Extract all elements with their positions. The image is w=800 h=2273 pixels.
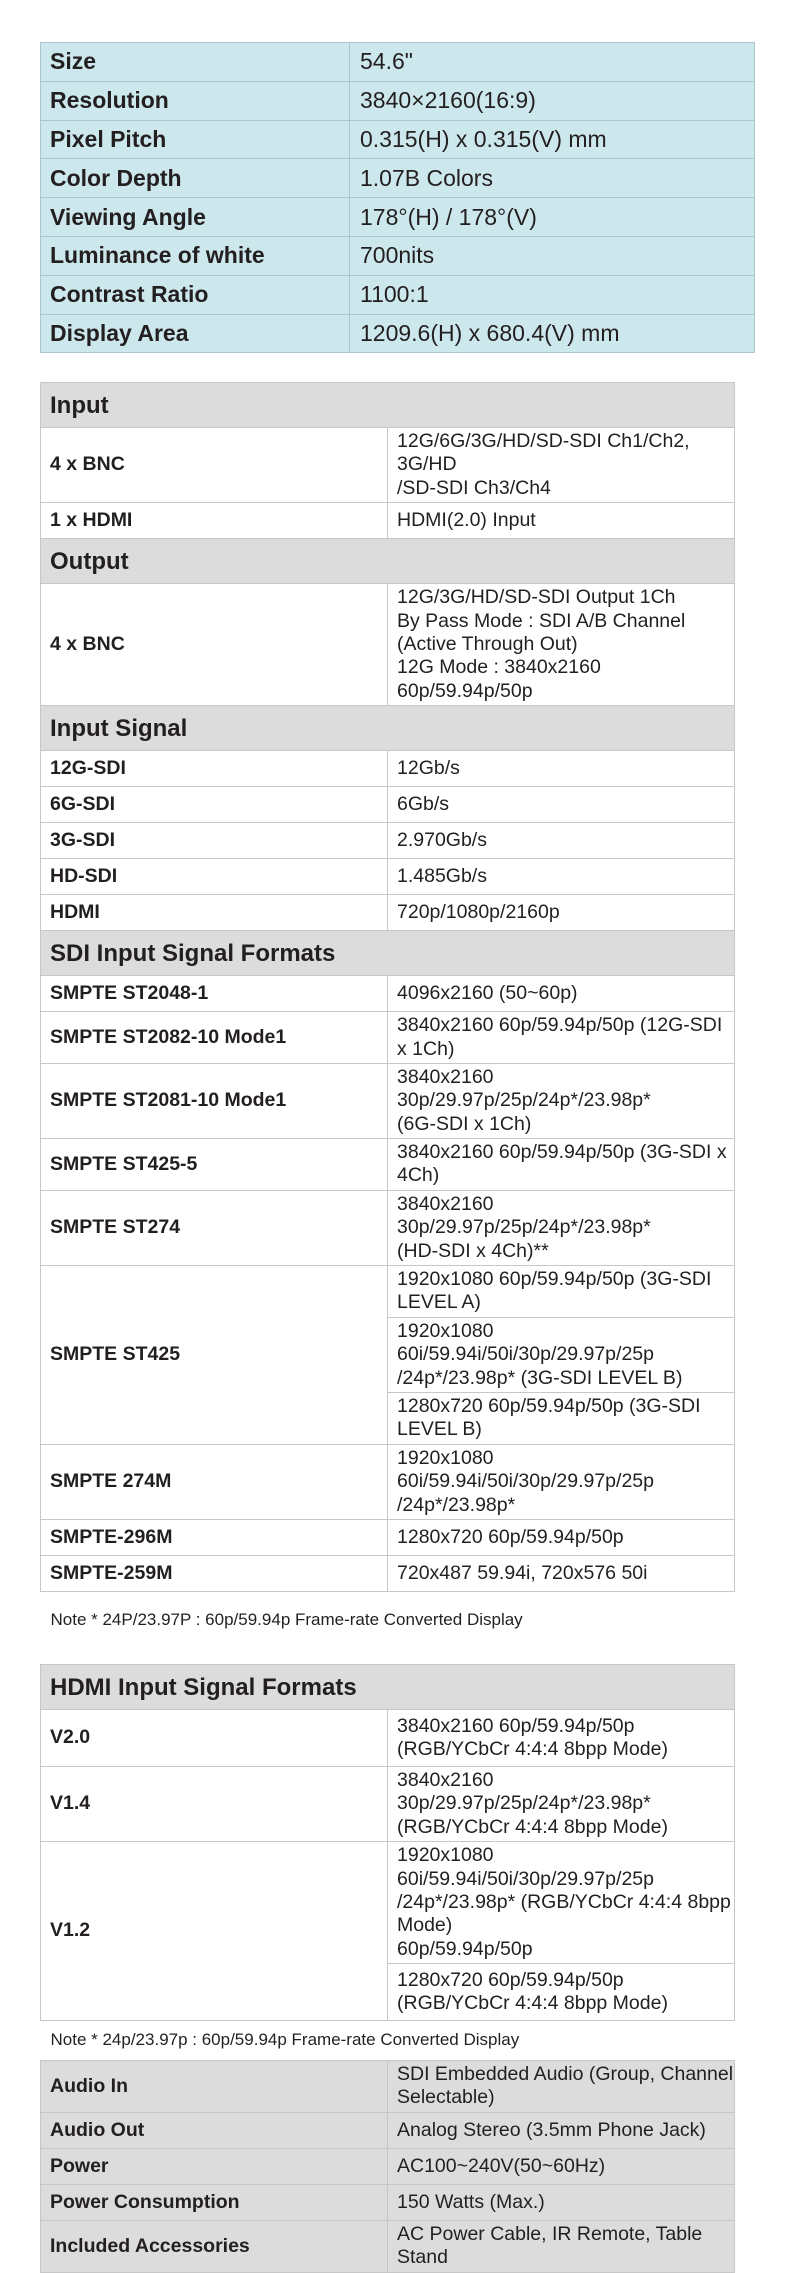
spec-row-smpte-296m — [41, 1519, 735, 1555]
note-row — [41, 2021, 735, 2061]
spec-label: Color Depth — [41, 159, 350, 198]
display-row-resolution — [41, 81, 755, 120]
spec-label: V1.4 — [41, 1766, 388, 1841]
spec-value: AC100~240V(50~60Hz) — [388, 2148, 735, 2184]
spec-row-audio-out — [41, 2112, 735, 2148]
spec-label: Contrast Ratio — [41, 275, 350, 314]
spec-value-line: 720x487 59.94i, 720x576 50i — [397, 1561, 648, 1584]
spec-label: SMPTE-296M — [41, 1519, 388, 1555]
spec-value: 6Gb/s — [388, 787, 735, 823]
spec-row-smpte-st425-5 — [41, 1139, 735, 1191]
spec-label: Resolution — [41, 81, 350, 120]
spec-value-line: 3840x2160 30p/29.97p/25p/24p*/23.98p* — [397, 1768, 651, 1815]
spec-row-power — [41, 2148, 735, 2184]
spec-label: 12G-SDI — [41, 751, 388, 787]
spec-value — [388, 503, 735, 539]
spec-row-3g-sdi — [41, 823, 735, 859]
spec-label: 6G-SDI — [41, 787, 388, 823]
spec-label: SMPTE ST2048-1 — [41, 976, 388, 1012]
spec-value-line: 1920x1080 60i/59.94i/50i/30p/29.97p/25p — [397, 1844, 654, 1890]
spec-row-smpte-st2048-1 — [41, 976, 735, 1012]
spec-label: SMPTE ST2082-10 Mode1 — [41, 1012, 388, 1064]
spec-row-4-x-bnc — [41, 428, 735, 503]
spec-value: 54.6" — [350, 43, 755, 82]
section-header-sdi-input-signal-formats — [41, 931, 735, 976]
spec-label: V1.2 — [41, 1842, 388, 2021]
display-row-display-area — [41, 314, 755, 353]
spec-value — [388, 1766, 735, 1841]
spec-value: 1.07B Colors — [350, 159, 755, 198]
spec-label: SMPTE ST274 — [41, 1190, 388, 1265]
spec-value — [388, 1012, 735, 1064]
spec-value: 1100:1 — [350, 275, 755, 314]
spec-row-audio-in — [41, 2061, 735, 2113]
spec-label: Viewing Angle — [41, 198, 350, 237]
spec-row-v2-0 — [41, 1709, 735, 1766]
spec-label: Display Area — [41, 314, 350, 353]
spec-value — [388, 1964, 735, 2021]
spec-value: AC Power Cable, IR Remote, Table Stand — [388, 2220, 735, 2272]
spec-row-smpte-st2081-10-mode1 — [41, 1063, 735, 1138]
spec-value-line: By Pass Mode : SDI A/B Channel (Active Through Out) — [397, 609, 686, 655]
spec-value — [388, 428, 735, 503]
spec-value-line: 12G/3G/HD/SD-SDI Output 1Ch — [397, 586, 676, 609]
spec-label: Audio Out — [41, 2112, 388, 2148]
spec-row-smpte-st2082-10-mode1 — [41, 1012, 735, 1064]
spec-label: Audio In — [41, 2061, 388, 2113]
spec-value — [388, 1555, 735, 1591]
spec-value-line: /24p*/23.98p* (3G-SDI LEVEL B) — [397, 1366, 683, 1389]
spec-label: SMPTE ST425 — [41, 1266, 388, 1445]
section-title: SDI Input Signal Formats — [41, 931, 735, 976]
display-row-color-depth — [41, 159, 755, 198]
spec-value-line: (RGB/YCbCr 4:4:4 8bpp Mode) — [397, 1737, 668, 1760]
spec-label: 3G-SDI — [41, 823, 388, 859]
spec-value: 0.315(H) x 0.315(V) mm — [350, 120, 755, 159]
spec-value — [388, 976, 735, 1012]
display-row-viewing-angle — [41, 198, 755, 237]
spec-row-v1-4 — [41, 1766, 735, 1841]
spec-label: Power Consumption — [41, 2184, 388, 2220]
spec-value-line: 3840x2160 60p/59.94p/50p (3G-SDI x 4Ch) — [397, 1141, 727, 1187]
spec-value — [388, 1709, 735, 1766]
spec-label: 4 x BNC — [41, 428, 388, 503]
spec-value — [388, 1317, 735, 1392]
spec-value: 150 Watts (Max.) — [388, 2184, 735, 2220]
spec-row-1-x-hdmi — [41, 503, 735, 539]
spec-label: Power — [41, 2148, 388, 2184]
spec-row-smpte-259m — [41, 1555, 735, 1591]
footnote: Note * 24P/23.97P : 60p/59.94p Frame-rate Converted Display — [41, 1591, 735, 1664]
spec-value-line: 1920x1080 60i/59.94i/50i/30p/29.97p/25p — [397, 1446, 654, 1493]
spec-label: SMPTE-259M — [41, 1555, 388, 1591]
display-row-pixel-pitch — [41, 120, 755, 159]
spec-value: 1209.6(H) x 680.4(V) mm — [350, 314, 755, 353]
spec-value — [388, 1266, 735, 1318]
spec-value — [388, 1444, 735, 1519]
spec-value-line: 3840x2160 60p/59.94p/50p (12G-SDI x 1Ch) — [397, 1014, 723, 1060]
spec-row-smpte-st425 — [41, 1266, 735, 1318]
spec-value-line: /24p*/23.98p* (RGB/YCbCr 4:4:4 8bpp Mode) — [397, 1890, 731, 1937]
spec-value-line: 1280x720 60p/59.94p/50p — [397, 1968, 624, 1991]
spec-value-line: 1920x1080 60p/59.94p/50p (3G-SDI LEVEL A) — [397, 1268, 712, 1314]
spec-label: SMPTE ST425-5 — [41, 1139, 388, 1191]
spec-label: Included Accessories — [41, 2220, 388, 2272]
section-header-output — [41, 539, 735, 584]
spec-label: Pixel Pitch — [41, 120, 350, 159]
footnote: Note * 24p/23.97p : 60p/59.94p Frame-rate Converted Display — [41, 2021, 735, 2061]
spec-value: SDI Embedded Audio (Group, Channel Selectable) — [388, 2061, 735, 2113]
spec-value-line: /24p*/23.98p* — [397, 1493, 516, 1516]
spec-value-line: 1280x720 60p/59.94p/50p (3G-SDI LEVEL B) — [397, 1394, 701, 1441]
spec-value: 2.970Gb/s — [388, 823, 735, 859]
spec-value-line: 3840x2160 30p/29.97p/25p/24p*/23.98p* — [397, 1065, 651, 1112]
spec-label: Luminance of white — [41, 236, 350, 275]
section-title: HDMI Input Signal Formats — [41, 1664, 735, 1709]
spec-value — [388, 1190, 735, 1265]
spec-label: SMPTE ST2081-10 Mode1 — [41, 1063, 388, 1138]
spec-value — [388, 1519, 735, 1555]
note-row — [41, 1591, 735, 1664]
spec-value — [388, 584, 735, 706]
spec-label: V2.0 — [41, 1709, 388, 1766]
spec-value: 700nits — [350, 236, 755, 275]
spec-row-power-consumption — [41, 2184, 735, 2220]
spec-value-line: 3840x2160 60p/59.94p/50p — [397, 1714, 635, 1737]
spec-row-v1-2 — [41, 1842, 735, 1964]
spec-value-line: (6G-SDI x 1Ch) — [397, 1112, 532, 1135]
section-title: Output — [41, 539, 735, 584]
spec-row-6g-sdi — [41, 787, 735, 823]
spec-row-hdmi — [41, 895, 735, 931]
spec-value — [388, 1139, 735, 1191]
spec-label: HDMI — [41, 895, 388, 931]
spec-value-line: (RGB/YCbCr 4:4:4 8bpp Mode) — [397, 1992, 668, 2015]
spec-value-line: (HD-SDI x 4Ch)** — [397, 1239, 549, 1262]
spec-value: Analog Stereo (3.5mm Phone Jack) — [388, 2112, 735, 2148]
spec-value-line: HDMI(2.0) Input — [397, 508, 536, 531]
spec-row-smpte-st274 — [41, 1190, 735, 1265]
spec-value: 178°(H) / 178°(V) — [350, 198, 755, 237]
spec-label: Size — [41, 43, 350, 82]
spec-value-line: 1280x720 60p/59.94p/50p — [397, 1525, 624, 1548]
spec-label: 1 x HDMI — [41, 503, 388, 539]
display-specs-table — [40, 42, 755, 353]
spec-value: 720p/1080p/2160p — [388, 895, 735, 931]
display-row-luminance-of-white — [41, 236, 755, 275]
spec-value: 1.485Gb/s — [388, 859, 735, 895]
spec-value-line: /SD-SDI Ch3/Ch4 — [397, 476, 551, 499]
spec-value-line: (RGB/YCbCr 4:4:4 8bpp Mode) — [397, 1815, 668, 1838]
section-header-hdmi-input-signal-formats — [41, 1664, 735, 1709]
specifications-table — [40, 382, 735, 2273]
spec-row-included-accessories — [41, 2220, 735, 2272]
section-header-input-signal — [41, 706, 735, 751]
spec-label: SMPTE 274M — [41, 1444, 388, 1519]
spec-row-12g-sdi — [41, 751, 735, 787]
display-row-contrast-ratio — [41, 275, 755, 314]
spec-value-line: 1920x1080 60i/59.94i/50i/30p/29.97p/25p — [397, 1319, 654, 1366]
section-title: Input — [41, 383, 735, 428]
spec-value: 12Gb/s — [388, 751, 735, 787]
spec-value-line: 60p/59.94p/50p — [397, 1937, 533, 1960]
display-row-size — [41, 43, 755, 82]
spec-value: 3840×2160(16:9) — [350, 81, 755, 120]
spec-row-hd-sdi — [41, 859, 735, 895]
spec-row-4-x-bnc — [41, 584, 735, 706]
spec-value — [388, 1392, 735, 1444]
section-header-input — [41, 383, 735, 428]
spec-value-line: 3840x2160 30p/29.97p/25p/24p*/23.98p* — [397, 1192, 651, 1239]
spec-value-line: 4096x2160 (50~60p) — [397, 981, 578, 1004]
spec-label: 4 x BNC — [41, 584, 388, 706]
spec-value — [388, 1842, 735, 1964]
spec-value — [388, 1063, 735, 1138]
spec-value-line: 12G Mode : 3840x2160 60p/59.94p/50p — [397, 656, 601, 702]
spec-value-line: 12G/6G/3G/HD/SD-SDI Ch1/Ch2, 3G/HD — [397, 430, 690, 476]
spec-label: HD-SDI — [41, 859, 388, 895]
section-title: Input Signal — [41, 706, 735, 751]
spec-row-smpte-274m — [41, 1444, 735, 1519]
